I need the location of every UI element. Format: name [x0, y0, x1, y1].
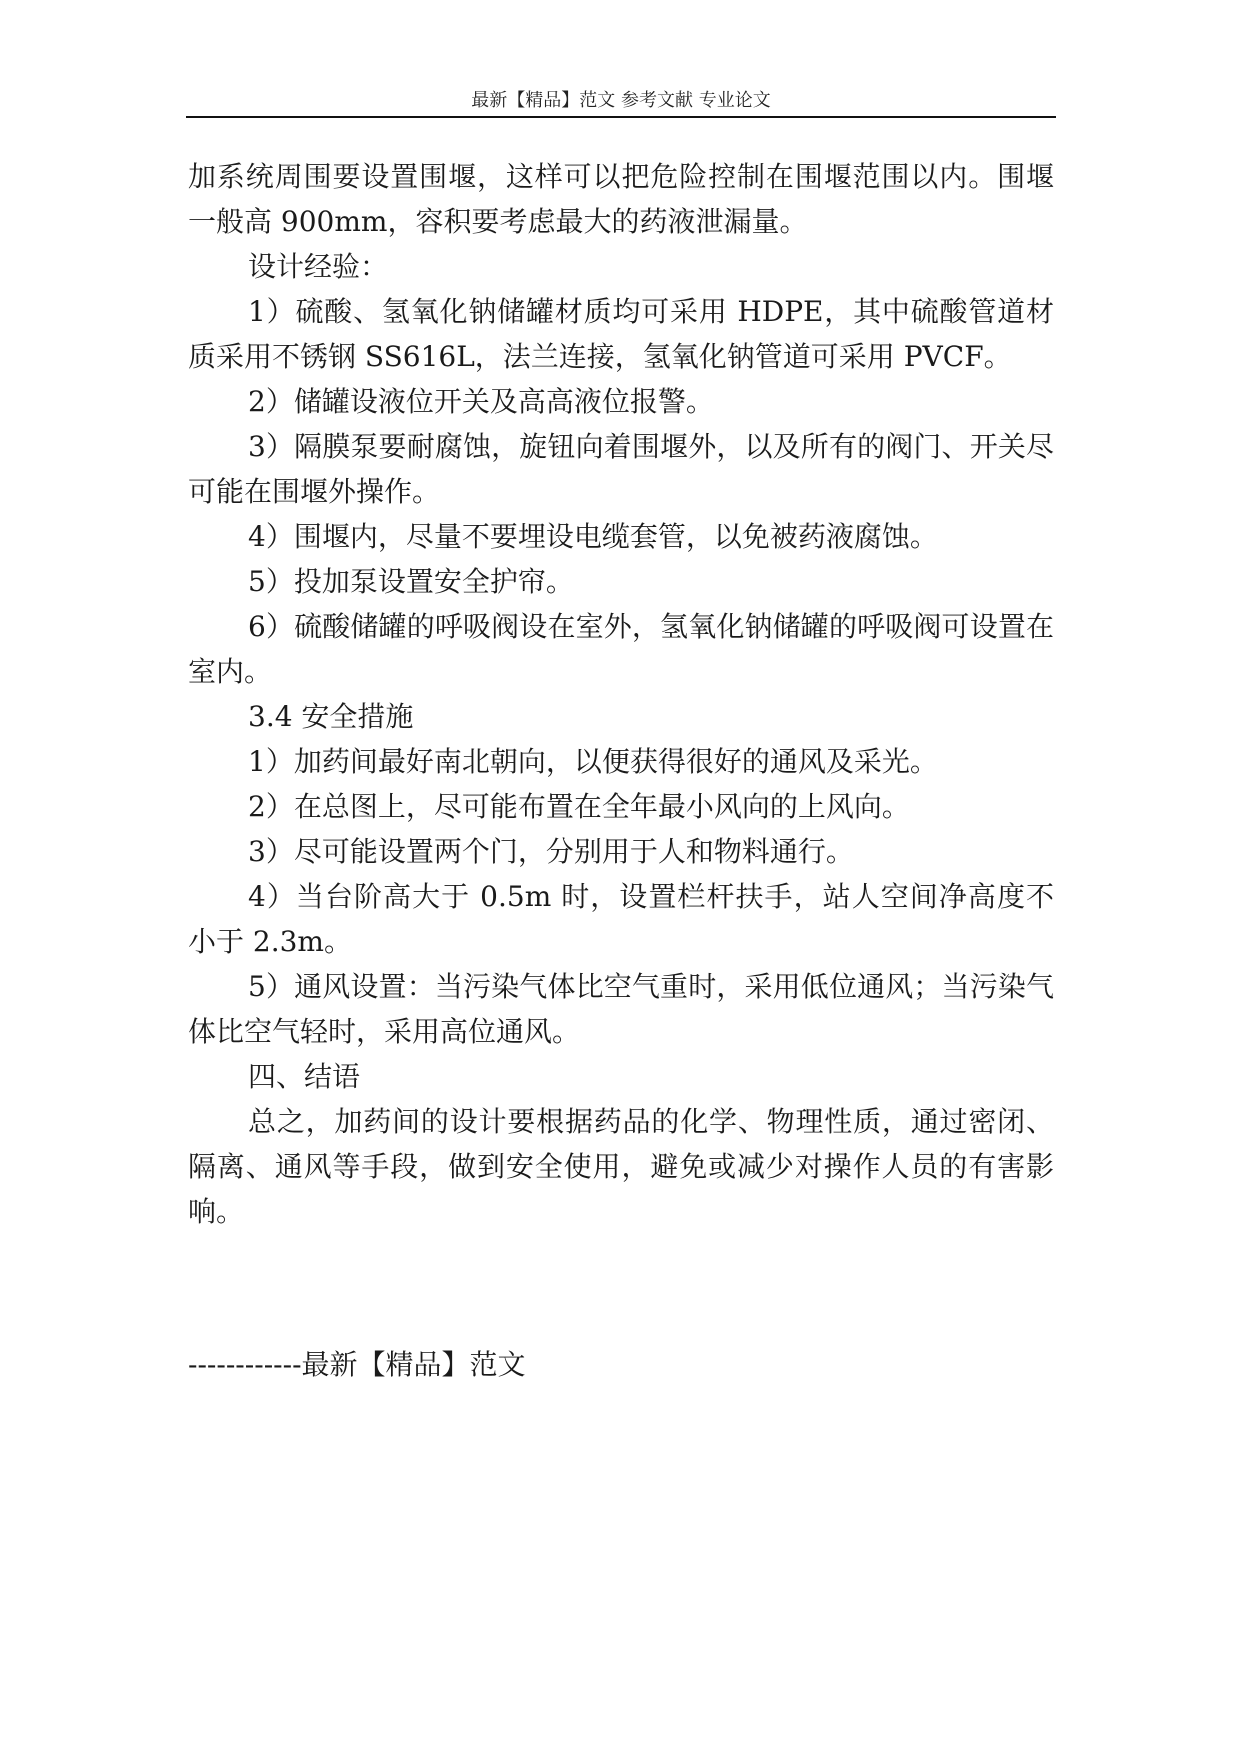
paragraph: 2）在总图上，尽可能布置在全年最小风向的上风向。: [248, 790, 910, 823]
paragraph: 总之，加药间的设计要根据药品的化学、物理性质，通过密闭、隔离、通风等手段，做到安全使用，避免或减少对操作人员的有害影响。: [188, 1105, 1054, 1228]
section-heading: 3.4 安全措施: [248, 700, 414, 733]
footer-text: ------------最新【精品】范文: [188, 1348, 526, 1381]
section-heading: 四、结语: [248, 1060, 361, 1093]
paragraph: 4）当台阶高大于 0.5m 时，设置栏杆扶手，站人空间净高度不小于 2.3m。: [188, 880, 1054, 958]
paragraph: 5）通风设置：当污染气体比空气重时，采用低位通风；当污染气体比空气轻时，采用高位通风。: [188, 970, 1054, 1048]
paragraph: 6）硫酸储罐的呼吸阀设在室外，氢氧化钠储罐的呼吸阀可设置在室内。: [188, 610, 1054, 688]
paragraph: 2）储罐设液位开关及高高液位报警。: [248, 385, 714, 418]
paragraph: 加系统周围要设置围堰，这样可以把危险控制在围堰范围以内。围堰一般高 900mm，容积要考虑最大的药液泄漏量。: [188, 160, 1054, 238]
paragraph: 设计经验：: [248, 250, 389, 283]
paragraph: 3）尽可能设置两个门，分别用于人和物料通行。: [248, 835, 854, 868]
paragraph: 3）隔膜泵要耐腐蚀，旋钮向着围堰外，以及所有的阀门、开关尽可能在围堰外操作。: [188, 430, 1054, 508]
paragraph: 5）投加泵设置安全护帘。: [248, 565, 574, 598]
paragraph: 4）围堰内，尽量不要埋设电缆套管，以免被药液腐蚀。: [248, 520, 938, 553]
document-body: [188, 154, 1054, 1234]
header-divider: [186, 116, 1056, 118]
paragraph: 1）硫酸、氢氧化钠储罐材质均可采用 HDPE，其中硫酸管道材质采用不锈钢 SS616L，法兰连接，氢氧化钠管道可采用 PVCF。: [188, 295, 1054, 373]
paragraph: 1）加药间最好南北朝向，以便获得很好的通风及采光。: [248, 745, 938, 778]
page-header: 最新【精品】范文 参考文献 专业论文: [471, 90, 771, 111]
